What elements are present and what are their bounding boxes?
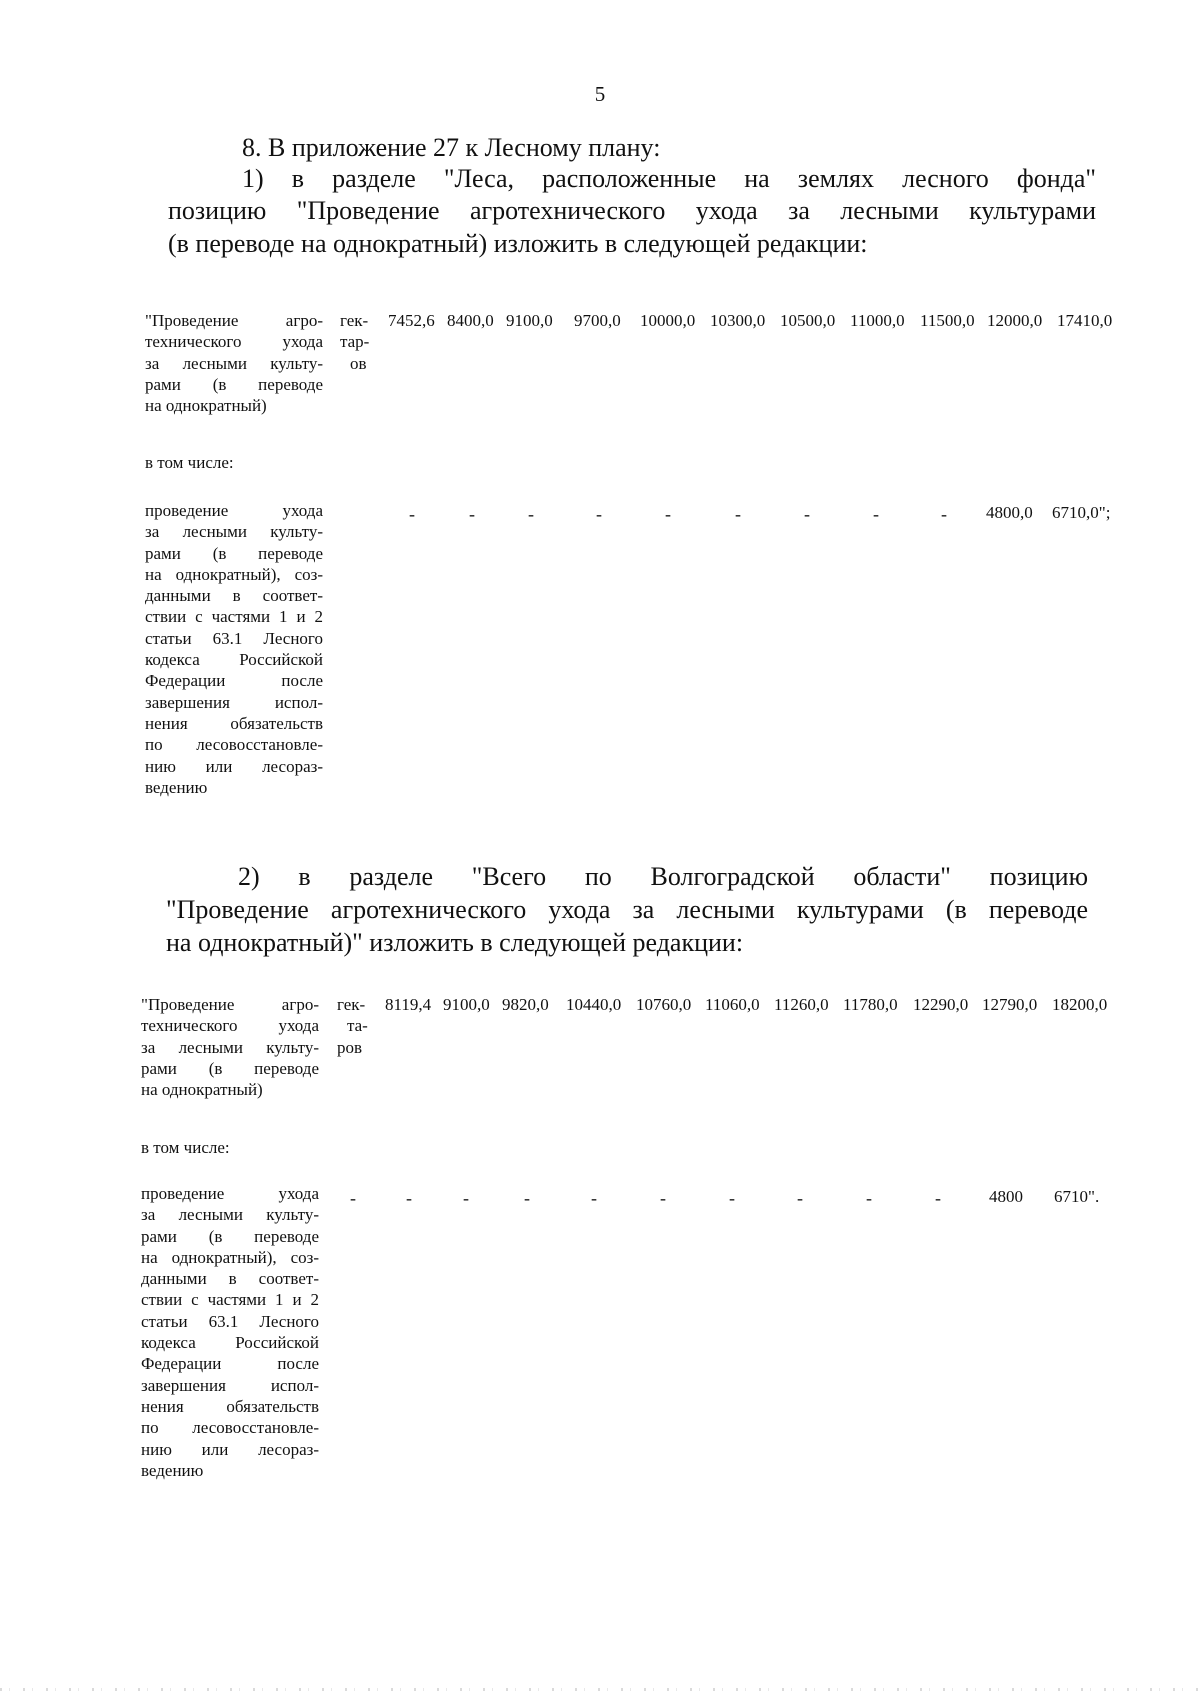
section-intro: 8. В приложение 27 к Лесному плану: xyxy=(242,133,661,162)
value-cell: - xyxy=(935,1188,941,1208)
value-cell: 11780,0 xyxy=(843,995,898,1014)
subsection1-incl-label: в том числе: xyxy=(145,453,234,472)
unit-line: ов xyxy=(350,353,367,373)
value-cell: 6710,0"; xyxy=(1052,503,1111,522)
value-cell: 10440,0 xyxy=(566,995,622,1014)
label-line: проведение ухода xyxy=(141,1184,319,1203)
value-cell: 11000,0 xyxy=(850,311,905,330)
value-cell: - xyxy=(591,1188,597,1208)
label-line: на однократный), соз- xyxy=(145,564,323,584)
label-line: рами (в переводе xyxy=(141,1226,319,1246)
label-line: нения обязательств xyxy=(141,1396,319,1416)
unit-line: гек- xyxy=(340,311,369,330)
subsection2-incl-label: в том числе: xyxy=(141,1138,230,1157)
label-line: Федерации после xyxy=(145,671,323,691)
label-line: статьи 63.1 Лесного xyxy=(141,1311,319,1331)
scan-edge-noise xyxy=(0,1688,1200,1691)
label-line: статьи 63.1 Лесного xyxy=(145,628,323,648)
label-line: рами (в переводе xyxy=(145,543,323,563)
value-cell: - xyxy=(463,1188,469,1208)
label-line: данными в соответ- xyxy=(141,1269,319,1289)
value-cell: 10760,0 xyxy=(636,995,692,1014)
value-cell: 9820,0 xyxy=(502,995,549,1014)
label-line: за лесными культу- xyxy=(141,1037,319,1057)
label-line: данными в соответ- xyxy=(145,586,323,606)
value-cell: 8400,0 xyxy=(447,311,494,330)
subsection2-main-values xyxy=(0,994,1200,1015)
label-line: нения обязательств xyxy=(145,713,323,733)
value-cell: 9100,0 xyxy=(506,311,553,330)
label-line: на однократный), соз- xyxy=(141,1247,319,1267)
value-cell: - xyxy=(735,504,741,524)
value-cell: 12000,0 xyxy=(987,311,1043,330)
value-cell: 10500,0 xyxy=(780,311,836,330)
value-cell: - xyxy=(729,1188,735,1208)
subsection1-main-values xyxy=(0,310,1200,331)
unit-line: та- xyxy=(347,1016,368,1036)
label-line: на однократный) xyxy=(141,1080,263,1100)
label-line: ствии с частями 1 и 2 xyxy=(145,607,323,627)
label-line: Федерации после xyxy=(141,1354,319,1374)
value-cell: - xyxy=(941,504,947,524)
label-line: за лесными культу- xyxy=(145,353,323,373)
label-line: нию или лесораз- xyxy=(145,756,323,776)
label-line: кодекса Российской xyxy=(141,1333,319,1353)
value-cell: 9700,0 xyxy=(574,311,621,330)
value-cell: 11060,0 xyxy=(705,995,760,1014)
subsection1-line-1: 1) в разделе "Леса, расположенные на землях лесного фонда" xyxy=(242,164,1096,193)
label-line: по лесовосстановле- xyxy=(141,1418,319,1438)
subsection1-line-2: позицию "Проведение агротехнического ухода за лесными культурами xyxy=(168,196,1096,225)
label-line: технического ухода xyxy=(145,332,323,352)
label-line: ведению xyxy=(141,1460,204,1480)
subsection1-line-3: (в переводе на однократный) изложить в следующей редакции: xyxy=(168,229,868,258)
value-cell: - xyxy=(528,504,534,524)
subsection1-sub-values xyxy=(0,502,1200,523)
label-line: технического ухода xyxy=(141,1016,319,1036)
label-line: ведению xyxy=(145,777,208,797)
value-cell: - xyxy=(665,504,671,524)
unit-line: тар- xyxy=(340,332,370,352)
label-line: за лесными культу- xyxy=(145,522,323,542)
label-line: рами (в переводе xyxy=(141,1058,319,1078)
label-line: "Проведение агро- xyxy=(141,995,319,1014)
subsection1-sub-label xyxy=(145,500,323,798)
value-cell: 11500,0 xyxy=(920,311,975,330)
value-cell: 18200,0 xyxy=(1052,995,1108,1014)
value-cell: 10000,0 xyxy=(640,311,696,330)
label-line: на однократный) xyxy=(145,396,267,416)
label-line: завершения испол- xyxy=(145,692,323,712)
value-cell: - xyxy=(596,504,602,524)
value-cell: 8119,4 xyxy=(385,995,432,1014)
page-number: 5 xyxy=(594,82,606,106)
value-cell: - xyxy=(873,504,879,524)
value-cell: 9100,0 xyxy=(443,995,490,1014)
value-cell: 12790,0 xyxy=(982,995,1038,1014)
label-line: проведение ухода xyxy=(145,501,323,520)
unit-line: гек- xyxy=(337,995,366,1014)
label-line: "Проведение агро- xyxy=(145,311,323,330)
value-cell: - xyxy=(797,1188,803,1208)
unit-line: ров xyxy=(337,1037,363,1057)
label-line: завершения испол- xyxy=(141,1375,319,1395)
subsection2-sub-label xyxy=(141,1183,319,1481)
label-line: ствии с частями 1 и 2 xyxy=(141,1290,319,1310)
value-cell: 4800 xyxy=(989,1187,1023,1206)
value-cell: - xyxy=(469,504,475,524)
label-line: кодекса Российской xyxy=(145,650,323,670)
label-line: за лесными культу- xyxy=(141,1205,319,1225)
value-cell: 4800,0 xyxy=(986,503,1033,522)
label-line: рами (в переводе xyxy=(145,374,323,394)
value-cell: 10300,0 xyxy=(710,311,766,330)
value-cell: - xyxy=(804,504,810,524)
label-line: по лесовосстановле- xyxy=(145,735,323,755)
value-cell: - xyxy=(866,1188,872,1208)
value-cell: - xyxy=(409,504,415,524)
value-cell: - xyxy=(524,1188,530,1208)
value-cell: 17410,0 xyxy=(1057,311,1113,330)
subsection2-line-3: на однократный)" изложить в следующей редакции: xyxy=(166,928,744,957)
subsection2-sub-values xyxy=(0,1186,1200,1207)
value-cell: 7452,6 xyxy=(388,311,435,330)
value-cell: - xyxy=(406,1188,412,1208)
value-cell: 6710". xyxy=(1054,1187,1100,1206)
value-cell: 12290,0 xyxy=(913,995,969,1014)
value-cell: 11260,0 xyxy=(774,995,829,1014)
value-cell: - xyxy=(660,1188,666,1208)
label-line: нию или лесораз- xyxy=(141,1439,319,1459)
subsection2-line-1: 2) в разделе "Всего по Волгоградской области" позицию xyxy=(238,862,1088,891)
value-cell: - xyxy=(350,1188,356,1208)
subsection2-line-2: "Проведение агротехнического ухода за лесными культурами (в переводе xyxy=(166,895,1088,924)
